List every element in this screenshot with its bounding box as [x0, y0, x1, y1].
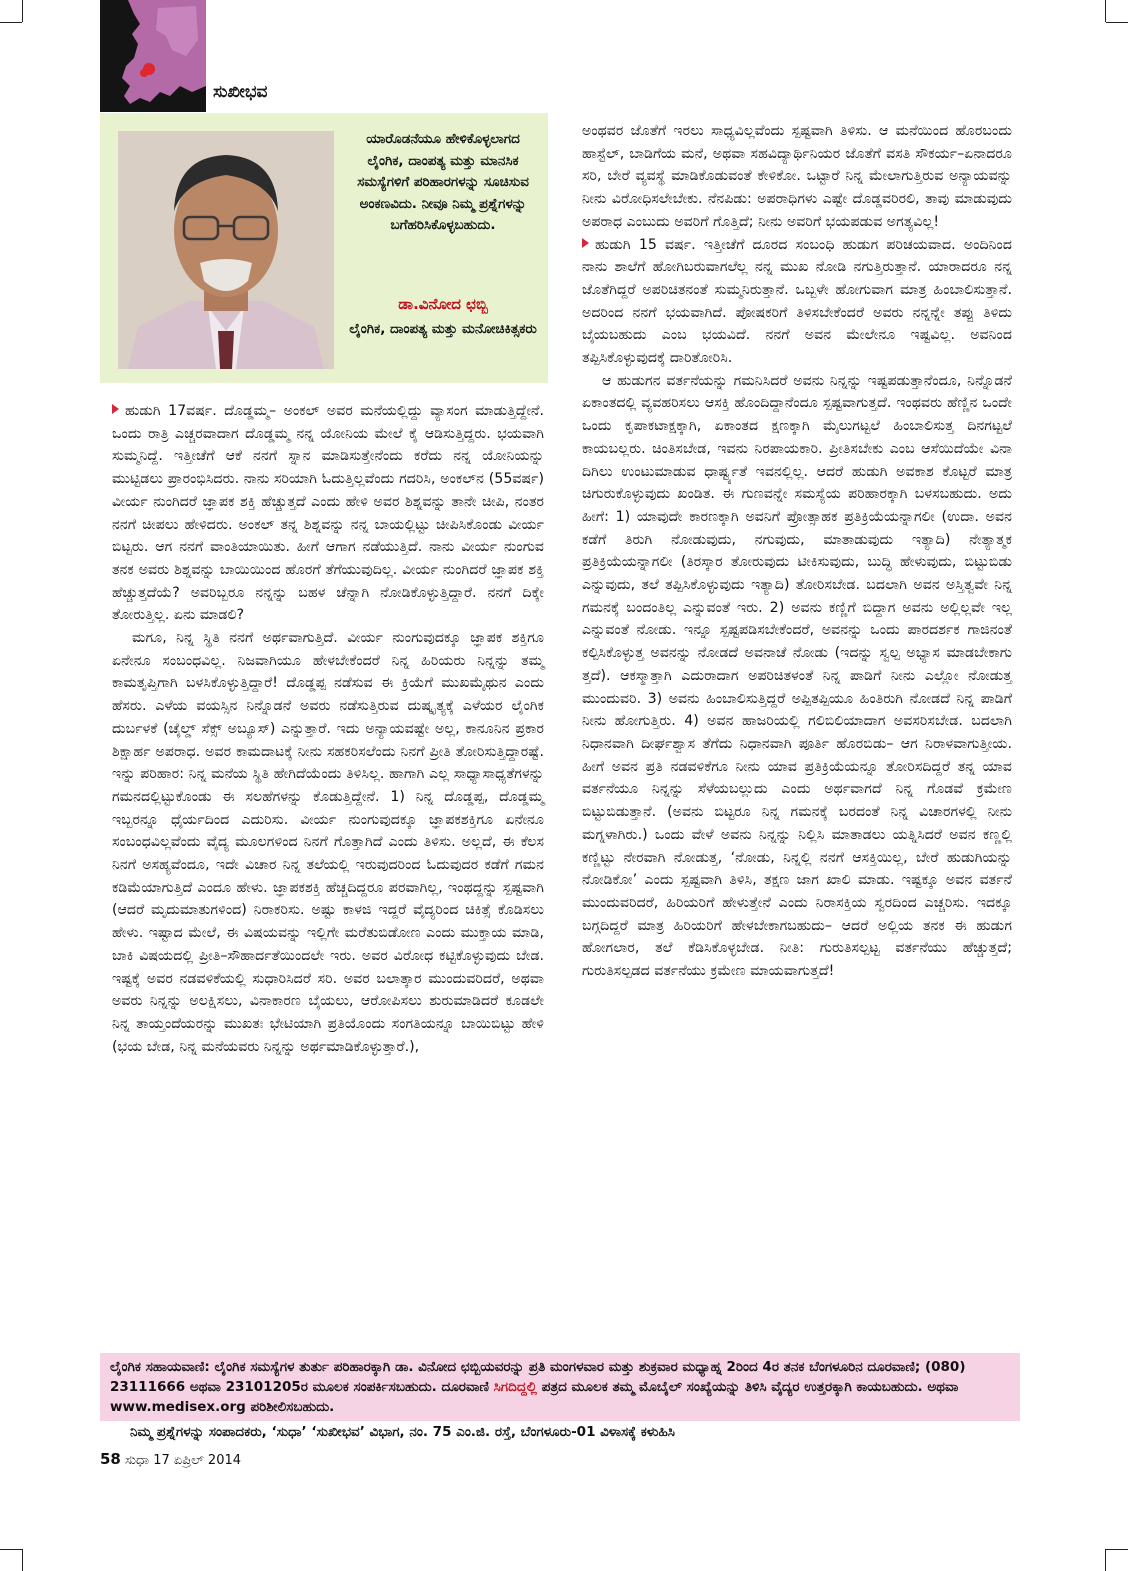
crop-mark-tl-v [22, 0, 23, 22]
left-column [112, 400, 544, 1350]
helpline-text-2: ಪತ್ರದ ಮೂಲಕ ತಮ್ಮ ಮೊಬೈಲ್ ಸಂಖ್ಯೆಯನ್ನು ತಿಳಿಸಿ ವೈದ್ಯರ ಉತ್ತರಕ್ಕಾಗಿ ಕಾಯಬಹುದು. ಅಥವಾ www.medisex.org ಪರಿಶೀಲಿಸಬಹುದು. [110, 1379, 959, 1415]
page-footer [100, 1450, 241, 1468]
section-title: ಸುಖೀಭವ [213, 82, 268, 102]
crop-mark-br-h [1106, 1549, 1128, 1550]
crop-mark-tr-v [1105, 0, 1106, 22]
question-marker-icon [112, 404, 119, 414]
doctor-photo [118, 131, 334, 369]
issue-date: 17 ಏಪ್ರಿಲ್ 2014 [153, 1453, 242, 1468]
question-marker-icon [582, 238, 589, 248]
answer-1: ಮಗೂ, ನಿನ್ನ ಸ್ಥಿತಿ ನನಗೆ ಅರ್ಥವಾಗುತ್ತಿದೆ. ವೀರ್ಯ ನುಂಗುವುದಕ್ಕೂ ಜ್ಞಾಪಕ ಶಕ್ತಿಗೂ ಏನೇನೂ ಸಂಬಂಧವಿಲ್ಲ. ನಿಜವಾಗಿಯೂ ಹೇಳಬೇಕೆಂದರೆ ನಿನ್ನ ಹಿರಿಯರು ನಿನ್ನನ್ನು ತಮ್ಮ ಕಾಮತೃಪ್ತಿಗಾಗಿ ಬಳಸಿಕೊಳ್ಳುತ್ತಿದ್ದಾರೆ! ದೊಡ್ಡಪ್ಪ ನಡೆಸುವ ಈ ಕ್ರಿಯೆಗೆ ಮುಖಮೈಥುನ ಎಂದು ಹೆಸರು. ಎಳೆಯ ವಯಸ್ಸಿನ ನಿನ್ನೊಡನೆ ಅವರು ನಡೆಸುತ್ತಿರುವ ದುಷ್ಕೃತ್ಯಕ್ಕೆ ಎಳೆಯರ ಲೈಂಗಿಕ ದುರ್ಬಳಕೆ (ಚೈಲ್ಡ್ ಸೆಕ್ಸ್ ಅಬ್ಯೂಸ್) ಎನ್ನುತ್ತಾರೆ. ಇದು ಅನ್ಯಾಯವಷ್ಟೇ ಅಲ್ಲ, ಕಾನೂನಿನ ಪ್ರಕಾರ ಶಿಕ್ಷಾರ್ಹ ಅಪರಾಧ. ಅವರ ಕಾಮದಾಟಕ್ಕೆ ನೀನು ಸಹಕರಿಸಲೆಂದು ನಿನಗೆ ಪ್ರೀತಿ ತೋರಿಸುತ್ತಿದ್ದಾರಷ್ಟೆ. ಇನ್ನು ಪರಿಹಾರ: ನಿನ್ನ ಮನೆಯ ಸ್ಥಿತಿ ಹೇಗಿದೆಯೆಂದು ತಿಳಿಸಿಲ್ಲ. ಹಾಗಾಗಿ ಎಲ್ಲ ಸಾಧ್ಯಾಸಾಧ್ಯತೆಗಳನ್ನು ಗಮನದಲ್ಲಿಟ್ಟುಕೊಂಡು ಈ ಸಲಹೆಗಳನ್ನು ಕೊಡುತ್ತಿದ್ದೇನೆ. 1) ನಿನ್ನ ದೊಡ್ಡಪ್ಪ, ದೊಡ್ಡಮ್ಮ ಇಬ್ಬರನ್ನೂ ಧೈರ್ಯದಿಂದ ಎದುರಿಸು. ವೀರ್ಯ ನುಂಗುವುದಕ್ಕೂ ಜ್ಞಾಪಕಶಕ್ತಿಗೂ ಏನೇನೂ ಸಂಬಂಧವಿಲ್ಲವೆಂದು ವೈದ್ಯ ಮೂಲಗಳಿಂದ ನಿನಗೆ ಗೊತ್ತಾಗಿದೆ ಎಂದು ತಿಳಿಸು. ಅಲ್ಲದೆ, ಈ ಕೆಲಸ ನಿನಗೆ ಅಸಹ್ಯವೆಂದೂ, ಇದೇ ವಿಚಾರ ನಿನ್ನ ತಲೆಯಲ್ಲಿ ಇರುವುದರಿಂದ ಓದುವುದರ ಕಡೆಗೆ ಗಮನ ಕಡಿಮೆಯಾಗುತ್ತಿದೆ ಎಂದೂ ಹೇಳು. ಜ್ಞಾಪಕಶಕ್ತಿ ಹೆಚ್ಚದಿದ್ದರೂ ಪರವಾಗಿಲ್ಲ, ಇಂಥದ್ದನ್ನು ಸ್ಪಷ್ಟವಾಗಿ (ಆದರೆ ಮೃದುಮಾತುಗಳಿಂದ) ನಿರಾಕರಿಸು. ಅಷ್ಟು ಕಾಳಜಿ ಇದ್ದರೆ ವೈದ್ಯರಿಂದ ಚಿಕಿತ್ಸೆ ಕೊಡಿಸಲು ಹೇಳು. ಇಷ್ಟಾದ ಮೇಲೆ, ಈ ವಿಷಯವನ್ನು ಇಲ್ಲಿಗೇ ಮರೆತುಬಿಡೋಣ ಎಂದು ಮುಕ್ತಾಯ ಮಾಡಿ, ಬಾಕಿ ವಿಷಯದಲ್ಲಿ ಪ್ರೀತಿ–ಸೌಹಾರ್ದತೆಯಿಂದಲೇ ಇರು. ಅವರ ವಿರೋಧ ಕಟ್ಟಿಕೊಳ್ಳುವುದು ಬೇಡ. ಇಷ್ಟಕ್ಕೆ ಅವರ ನಡವಳಿಕೆಯಲ್ಲಿ ಸುಧಾರಿಸಿದರೆ ಸರಿ. ಅವರ ಬಲಾತ್ಕಾರ ಮುಂದುವರಿದರೆ, ಅಥವಾ ಅವರು ನಿನ್ನನ್ನು ಅಲಕ್ಷಿಸಲು, ವಿನಾಕಾರಣ ಬೈಯಲು, ಆರೋಪಿಸಲು ಶುರುಮಾಡಿದರೆ ಕೂಡಲೇ ನಿನ್ನ ತಾಯ್ತಂದೆಯರನ್ನು ಮುಖತಃ ಭೇಟಿಯಾಗಿ ಪ್ರತಿಯೊಂದು ಸಂಗತಿಯನ್ನೂ ಬಾಯಿಬಿಟ್ಟು ಹೇಳಿ (ಭಯ ಬೇಡ, ನಿನ್ನ ಮನೆಯವರು ನಿನ್ನನ್ನು ಅರ್ಥಮಾಡಿಕೊಳ್ಳುತ್ತಾರೆ.), [112, 630, 544, 1055]
crop-mark-bl-v [22, 1549, 23, 1571]
crop-mark-tr-h [1106, 22, 1128, 23]
helpline-box [100, 1353, 1020, 1421]
crop-mark-br-v [1105, 1549, 1106, 1571]
answer-1-continued: ಅಂಥವರ ಜೊತೆಗೆ ಇರಲು ಸಾಧ್ಯವಿಲ್ಲವೆಂದು ಸ್ಪಷ್ಟವಾಗಿ ತಿಳಿಸು. ಆ ಮನೆಯಿಂದ ಹೊರಬಂದು ಹಾಸ್ಟೆಲ್, ಬಾಡಿಗೆಯ ಮನೆ, ಅಥವಾ ಸಹವಿದ್ಯಾರ್ಥಿನಿಯರ ಜೊತೆಗೆ ವಸತಿ ಸೌಕರ್ಯ–ಏನಾದರೂ ಸರಿ, ಬೇರೆ ವ್ಯವಸ್ಥೆ ಮಾಡಿಕೊಡುವಂತೆ ಕೇಳಿಕೋ. ಒಟ್ಟಾರೆ ನಿನ್ನ ಮೇಲಾಗುತ್ತಿರುವ ಅನ್ಯಾಯವನ್ನು ನೀನು ವಿರೋಧಿಸಲೇಬೇಕು. ನೆನಪಿಡು: ಅಪರಾಧಿಗಳು ಎಷ್ಟೇ ದೊಡ್ಡವರಿರಲಿ, ತಾವು ಮಾಡುವುದು ಅಪರಾಧ ಎಂಬುದು ಅವರಿಗೆ ಗೊತ್ತಿದೆ; ನೀನು ಅವರಿಗೆ ಭಯಪಡುವ ಅಗತ್ಯವಿಲ್ಲ! [582, 123, 1012, 230]
crop-mark-bl-h [0, 1549, 22, 1550]
helpline-text: ಲೈಂಗಿಕ ಸಹಾಯವಾಣಿ: ಲೈಂಗಿಕ ಸಮಸ್ಯೆಗಳ ತುರ್ತು ಪರಿಹಾರಕ್ಕಾಗಿ ಡಾ. ವಿನೋದ ಛಬ್ಬಿಯವರನ್ನು ಪ್ರತಿ ಮಂಗಳವಾರ ಮತ್ತು ಶುಕ್ರವಾರ ಮಧ್ಯಾಹ್ನ 2ರಿಂದ 4ರ ತನಕ ಬೆಂಗಳೂರಿನ ದೂರವಾಣಿ; (080) 23111666 ಅಥವಾ 23101205ರ ಮೂಲಕ ಸಂಪರ್ಕಿಸಬಹುದು. ದೂರವಾಣಿ [110, 1359, 966, 1395]
send-questions-note: ನಿಮ್ಮ ಪ್ರಶ್ನೆಗಳನ್ನು ಸಂಪಾದಕರು, ‘ಸುಧಾ’ ‘ಸುಖೀಭವ’ ವಿಭಾಗ, ನಂ. 75 ಎಂ.ಜಿ. ರಸ್ತೆ, ಬೆಂಗಳೂರು-01 ವಿಳಾಸಕ್ಕೆ ಕಳುಹಿಸಿ [130, 1424, 675, 1440]
answer-2: ಆ ಹುಡುಗನ ವರ್ತನೆಯನ್ನು ಗಮನಿಸಿದರೆ ಅವನು ನಿನ್ನನ್ನು ಇಷ್ಟಪಡುತ್ತಾನೆಂದೂ, ನಿನ್ನೊಡನೆ ಏಕಾಂತದಲ್ಲಿ ವ್ಯವಹರಿಸಲು ಆಸಕ್ತಿ ಹೊಂದಿದ್ದಾನೆಂದೂ ಸ್ಪಷ್ಟವಾಗುತ್ತದೆ. ಇಂಥವರು ಹೆಣ್ಣಿನ ಒಂದೇ ಒಂದು ಕೃಪಾಕಟಾಕ್ಷಕ್ಕಾಗಿ, ಏಕಾಂತದ ಕ್ಷಣಕ್ಕಾಗಿ ಮೈಲುಗಟ್ಟಲೆ ಹಿಂಬಾಲಿಸುತ್ತ ದಿನಗಟ್ಟಲೆ ಕಾಯಬಲ್ಲರು. ಚಿಂತಿಸಬೇಡ, ಇವನು ನಿರಪಾಯಕಾರಿ. ಪ್ರೀತಿಸಬೇಕು ಎಂಬ ಆಸೆಯಿದೆಯೇ ವಿನಾ ದಿಗಿಲು ಉಂಟುಮಾಡುವ ಧಾರ್ಷ್ಟ್ಯತೆ ಇವನಲ್ಲಿಲ್ಲ. ಆದರೆ ಹುಡುಗಿ ಅವಕಾಶ ಕೊಟ್ಟರೆ ಮಾತ್ರ ಚಿಗುರುಕೊಳ್ಳುವುದು ಖಂಡಿತ. ಈ ಗುಣವನ್ನೇ ಸಮಸ್ಯೆಯ ಪರಿಹಾರಕ್ಕಾಗಿ ಬಳಸಬಹುದು. ಅದು ಹೀಗೆ: 1) ಯಾವುದೇ ಕಾರಣಕ್ಕಾಗಿ ಅವನಿಗೆ ಪ್ರೋತ್ಸಾಹಕ ಪ್ರತಿಕ್ರಿಯೆಯನ್ನಾಗಲೀ (ಉದಾ. ಅವನ ಕಡೆಗೆ ತಿರುಗಿ ನೋಡುವುದು, ನಗುವುದು, ಮಾತಾಡುವುದು ಇತ್ಯಾದಿ) ನೇತ್ಯಾತ್ಮಕ ಪ್ರತಿಕ್ರಿಯೆಯನ್ನಾಗಲೀ (ತಿರಸ್ಕಾರ ತೋರುವುದು ಟೀಕಿಸುವುದು, ಬುದ್ಧಿ ಹೇಳುವುದು, ಬಿಟ್ಟುಬಿಡು ಎನ್ನುವುದು, ತಲೆ ತಪ್ಪಿಸಿಕೊಳ್ಳುವುದು ಇತ್ಯಾದಿ) ತೋರಿಸಬೇಡ. ಬದಲಾಗಿ ಅವನ ಅಸ್ತಿತ್ವವೇ ನಿನ್ನ ಗಮನಕ್ಕೆ ಬಂದಂತಿಲ್ಲ ಎನ್ನುವಂತೆ ಇರು. 2) ಅವನು ಕಣ್ಣಿಗೆ ಬಿದ್ದಾಗ ಅವನು ಅಲ್ಲಿಲ್ಲವೇ ಇಲ್ಲ ಎನ್ನುವಂತೆ ನೋಡು. ಇನ್ನೂ ಸ್ಪಷ್ಟಪಡಿಸಬೇಕೆಂದರೆ, ಅವನನ್ನು ಒಂದು ಪಾರದರ್ಶಕ ಗಾಜಿನಂತೆ ಕಲ್ಪಿಸಿಕೊಳ್ಳುತ್ತ ಅವನನ್ನು ನೋಡದೆ ಅವನಾಚೆ ನೋಡು (ಇದನ್ನು ಸ್ವಲ್ಪ ಅಭ್ಯಾಸ ಮಾಡಬೇಕಾಗು ತ್ತದೆ). ಆಕಸ್ಮಾತ್ತಾಗಿ ಎದುರಾದಾಗ ಅಪರಿಚಿತಳಂತೆ ನಿನ್ನ ಪಾಡಿಗೆ ನೀನು ಎಲ್ಲೋ ನೋಡುತ್ತ ಮುಂದುವರಿ. 3) ಅವನು ಹಿಂಬಾಲಿಸುತ್ತಿದ್ದರೆ ಅಪ್ಪಿತಪ್ಪಿಯೂ ಹಿಂತಿರುಗಿ ನೋಡದೆ ನಿನ್ನ ಪಾಡಿಗೆ ನೀನು ಹೋಗುತ್ತಿರು. 4) ಅವನ ಹಾಜರಿಯಲ್ಲಿ ಗಲಿಬಿಲಿಯಾದಾಗ ಅವಸರಿಸಬೇಡ. ಬದಲಾಗಿ ನಿಧಾನವಾಗಿ ದೀರ್ಘಶ್ವಾಸ ತೆಗೆದು ನಿಧಾನವಾಗಿ ಪೂರ್ತಿ ಹೊರಬಿಡು– ಆಗ ನಿರಾಳವಾಗುತ್ತೀಯ. ಹೀಗೆ ಅವನ ಪ್ರತಿ ನಡವಳಿಕೆಗೂ ನೀನು ಯಾವ ಪ್ರತಿಕ್ರಿಯೆಯನ್ನೂ ತೋರಿಸದಿದ್ದರೆ ತನ್ನ ಯಾವ ವರ್ತನೆಯೂ ನಿನ್ನನ್ನು ಸೆಳೆಯಬಲ್ಲುದು ಎಂದು ಅರ್ಥವಾಗದೆ ನಿನ್ನ ಗೊಡವೆ ಕ್ರಮೇಣ ಬಿಟ್ಟುಬಿಡುತ್ತಾನೆ. (ಅವನು ಬಿಟ್ಟರೂ ನಿನ್ನ ಗಮನಕ್ಕೆ ಬರದಂತೆ ನಿನ್ನ ವಿಚಾರಗಳಲ್ಲಿ ನೀನು ಮಗ್ನಳಾಗಿರು.) ಒಂದು ವೇಳೆ ಅವನು ನಿನ್ನನ್ನು ನಿಲ್ಲಿಸಿ ಮಾತಾಡಲು ಯತ್ನಿಸಿದರೆ ಅವನ ಕಣ್ಣಲ್ಲಿ ಕಣ್ಣಿಟ್ಟು ನೇರವಾಗಿ ನೋಡುತ್ತ, ‘ನೋಡು, ನಿನ್ನಲ್ಲಿ ನನಗೆ ಆಸಕ್ತಿಯಿಲ್ಲ, ಬೇರೆ ಹುಡುಗಿಯನ್ನು ನೋಡಿಕೋ’ ಎಂದು ಸ್ಪಷ್ಟವಾಗಿ ತಿಳಿಸಿ, ತಕ್ಷಣ ಜಾಗ ಖಾಲಿ ಮಾಡು. ಇಷ್ಟಕ್ಕೂ ಅವನ ವರ್ತನೆ ಮುಂದುವರಿದರೆ, ಹಿರಿಯರಿಗೆ ಹೇಳುತ್ತೇನೆ ಎಂದು ನಿರಾಸಕ್ತಿಯ ಸ್ವರದಿಂದ ಎಚ್ಚರಿಸು. ಇದಕ್ಕೂ ಬಗ್ಗದಿದ್ದರೆ ಮಾತ್ರ ಹಿರಿಯರಿಗೆ ಹೇಳಬೇಕಾಗಬಹುದು– ಆದರೆ ಅಲ್ಲಿಯ ತನಕ ಈ ಹುಡುಗ ಹೋಗಲಾರ, ತಲೆ ಕೆಡಿಸಿಕೊಳ್ಳಬೇಡ. ನೀತಿ: ಗುರುತಿಸಲ್ಪಟ್ಟ ವರ್ತನೆಯು ಹೆಚ್ಚುತ್ತದೆ; ಗುರುತಿಸಲ್ಪಡದ ವರ್ತನೆಯು ಕ್ರಮೇಣ ಮಾಯವಾಗುತ್ತದೆ! [582, 372, 1012, 980]
question-1: ಹುಡುಗಿ 17ವರ್ಷ. ದೊಡ್ಡಮ್ಮ– ಅಂಕಲ್ ಅವರ ಮನೆಯಲ್ಲಿದ್ದು ವ್ಯಾಸಂಗ ಮಾಡುತ್ತಿದ್ದೇನೆ. ಒಂದು ರಾತ್ರಿ ಎಚ್ಚರವಾದಾಗ ದೊಡ್ಡಮ್ಮ ನನ್ನ ಯೋನಿಯ ಮೇಲೆ ಕೈ ಆಡಿಸುತ್ತಿದ್ದರು. ಭಯವಾಗಿ ಸುಮ್ಮನಿದ್ದೆ. ಇತ್ತೀಚೆಗೆ ಆಕೆ ನನಗೆ ಸ್ನಾನ ಮಾಡಿಸುತ್ತೇನೆಂದು ಕರೆದು ನನ್ನ ಯೋನಿಯನ್ನು ಮುಟ್ಟಿಡಲು ಪ್ರಾರಂಭಿಸಿದರು. ನಾನು ಸರಿಯಾಗಿ ಓದುತ್ತಿಲ್ಲವೆಂದು ಗದರಿಸಿ, ಅಂಕಲ್‌ನ (55ವರ್ಷ) ವೀರ್ಯ ನುಂಗಿದರೆ ಜ್ಞಾಪಕ ಶಕ್ತಿ ಹೆಚ್ಚುತ್ತದೆ ಎಂದು ಹೇಳಿ ಅವರ ಶಿಶ್ನವನ್ನು ತಾನೇ ಚೀಪಿ, ನಂತರ ನನಗೆ ಚೀಪಲು ಹೇಳಿದರು. ಅಂಕಲ್ ತನ್ನ ಶಿಶ್ನವನ್ನು ನನ್ನ ಬಾಯಲ್ಲಿಟ್ಟು ಚೀಪಿಸಿಕೊಂಡು ವೀರ್ಯ ಬಿಟ್ಟರು. ಆಗ ನನಗೆ ವಾಂತಿಯಾಯಿತು. ಹೀಗೆ ಆಗಾಗ ನಡೆಯುತ್ತಿದೆ. ನಾನು ವೀರ್ಯ ನುಂಗುವ ತನಕ ಅವರು ಶಿಶ್ನವನ್ನು ಬಾಯಿಯಿಂದ ಹೊರಗೆ ತೆಗೆಯುವುದಿಲ್ಲ. ವೀರ್ಯ ನುಂಗಿದರೆ ಜ್ಞಾಪಕ ಶಕ್ತಿ ಹೆಚ್ಚುತ್ತದೆಯೆ? ಅವರಿಬ್ಬರೂ ನನ್ನನ್ನು ಬಹಳ ಚೆನ್ನಾಗಿ ನೋಡಿಕೊಳ್ಳುತ್ತಿದ್ದಾರೆ. ನನಗೆ ದಿಕ್ಕೇ ತೋರುತ್ತಿಲ್ಲ. ಏನು ಮಾಡಲಿ? [112, 403, 544, 624]
crop-mark-tl-h [0, 22, 22, 23]
section-logo-icon [100, 0, 206, 112]
doctor-name: ಡಾ.ವಿನೋದ ಛಬ್ಬಿ [398, 295, 488, 313]
magazine-name: ಸುಧಾ [125, 1453, 150, 1468]
doctor-role: ಲೈಂಗಿಕ, ದಾಂಪತ್ಯ ಮತ್ತು ಮನೋಚಿಕಿತ್ಸಕರು [349, 321, 537, 337]
right-column [582, 120, 1012, 1350]
helpline-highlight: ಸಿಗದಿದ್ದಲ್ಲಿ [493, 1379, 537, 1395]
column-intro-text: ಯಾರೊಡನೆಯೂ ಹೇಳಿಕೊಳ್ಳಲಾಗದ ಲೈಂಗಿಕ, ದಾಂಪತ್ಯ ಮತ್ತು ಮಾನಸಿಕ ಸಮಸ್ಯೆಗಳಿಗೆ ಪರಿಹಾರಗಳನ್ನು ಸೂಚಿಸುವ ಅಂಕಣವಿದು. ನೀವೂ ನಿಮ್ಮ ಪ್ರಶ್ನೆಗಳನ್ನು ಬಗೆಹರಿಸಿಕೊಳ್ಳಬಹುದು. [357, 131, 529, 233]
page-number: 58 [100, 1450, 121, 1468]
column-intro-box [100, 113, 548, 383]
question-2: ಹುಡುಗಿ 15 ವರ್ಷ. ಇತ್ತೀಚೆಗೆ ದೂರದ ಸಂಬಂಧಿ ಹುಡುಗ ಪರಿಚಯವಾದ. ಅಂದಿನಿಂದ ನಾನು ಶಾಲೆಗೆ ಹೋಗಿಬರುವಾಗಲೆಲ್ಲ ನನ್ನ ಮುಖ ನೋಡಿ ನಗುತ್ತಿರುತ್ತಾನೆ. ಯಾರಾದರೂ ನನ್ನ ಜೊತೆಗಿದ್ದರೆ ಅಪರಿಚಿತನಂತೆ ಸುಮ್ಮನಿರುತ್ತಾನೆ. ಒಬ್ಬಳೇ ಹೋಗುವಾಗ ಮಾತ್ರ ಹಿಂಬಾಲಿಸುತ್ತಾನೆ. ಅದರಿಂದ ನನಗೆ ಭಯವಾಗಿದೆ. ಪೋಷಕರಿಗೆ ತಿಳಿಸಬೇಕೆಂದರೆ ಅವರು ನನ್ನನ್ನೇ ತಪ್ಪು ತಿಳಿದು ಬೈಯಬಹುದು ಎಂಬ ಭಯವಿದೆ. ನನಗೆ ಅವನ ಮೇಲೇನೂ ಇಷ್ಟವಿಲ್ಲ. ಅವನಿಂದ ತಪ್ಪಿಸಿಕೊಳ್ಳುವುದಕ್ಕೆ ದಾರಿತೋರಿಸಿ. [582, 236, 1012, 367]
